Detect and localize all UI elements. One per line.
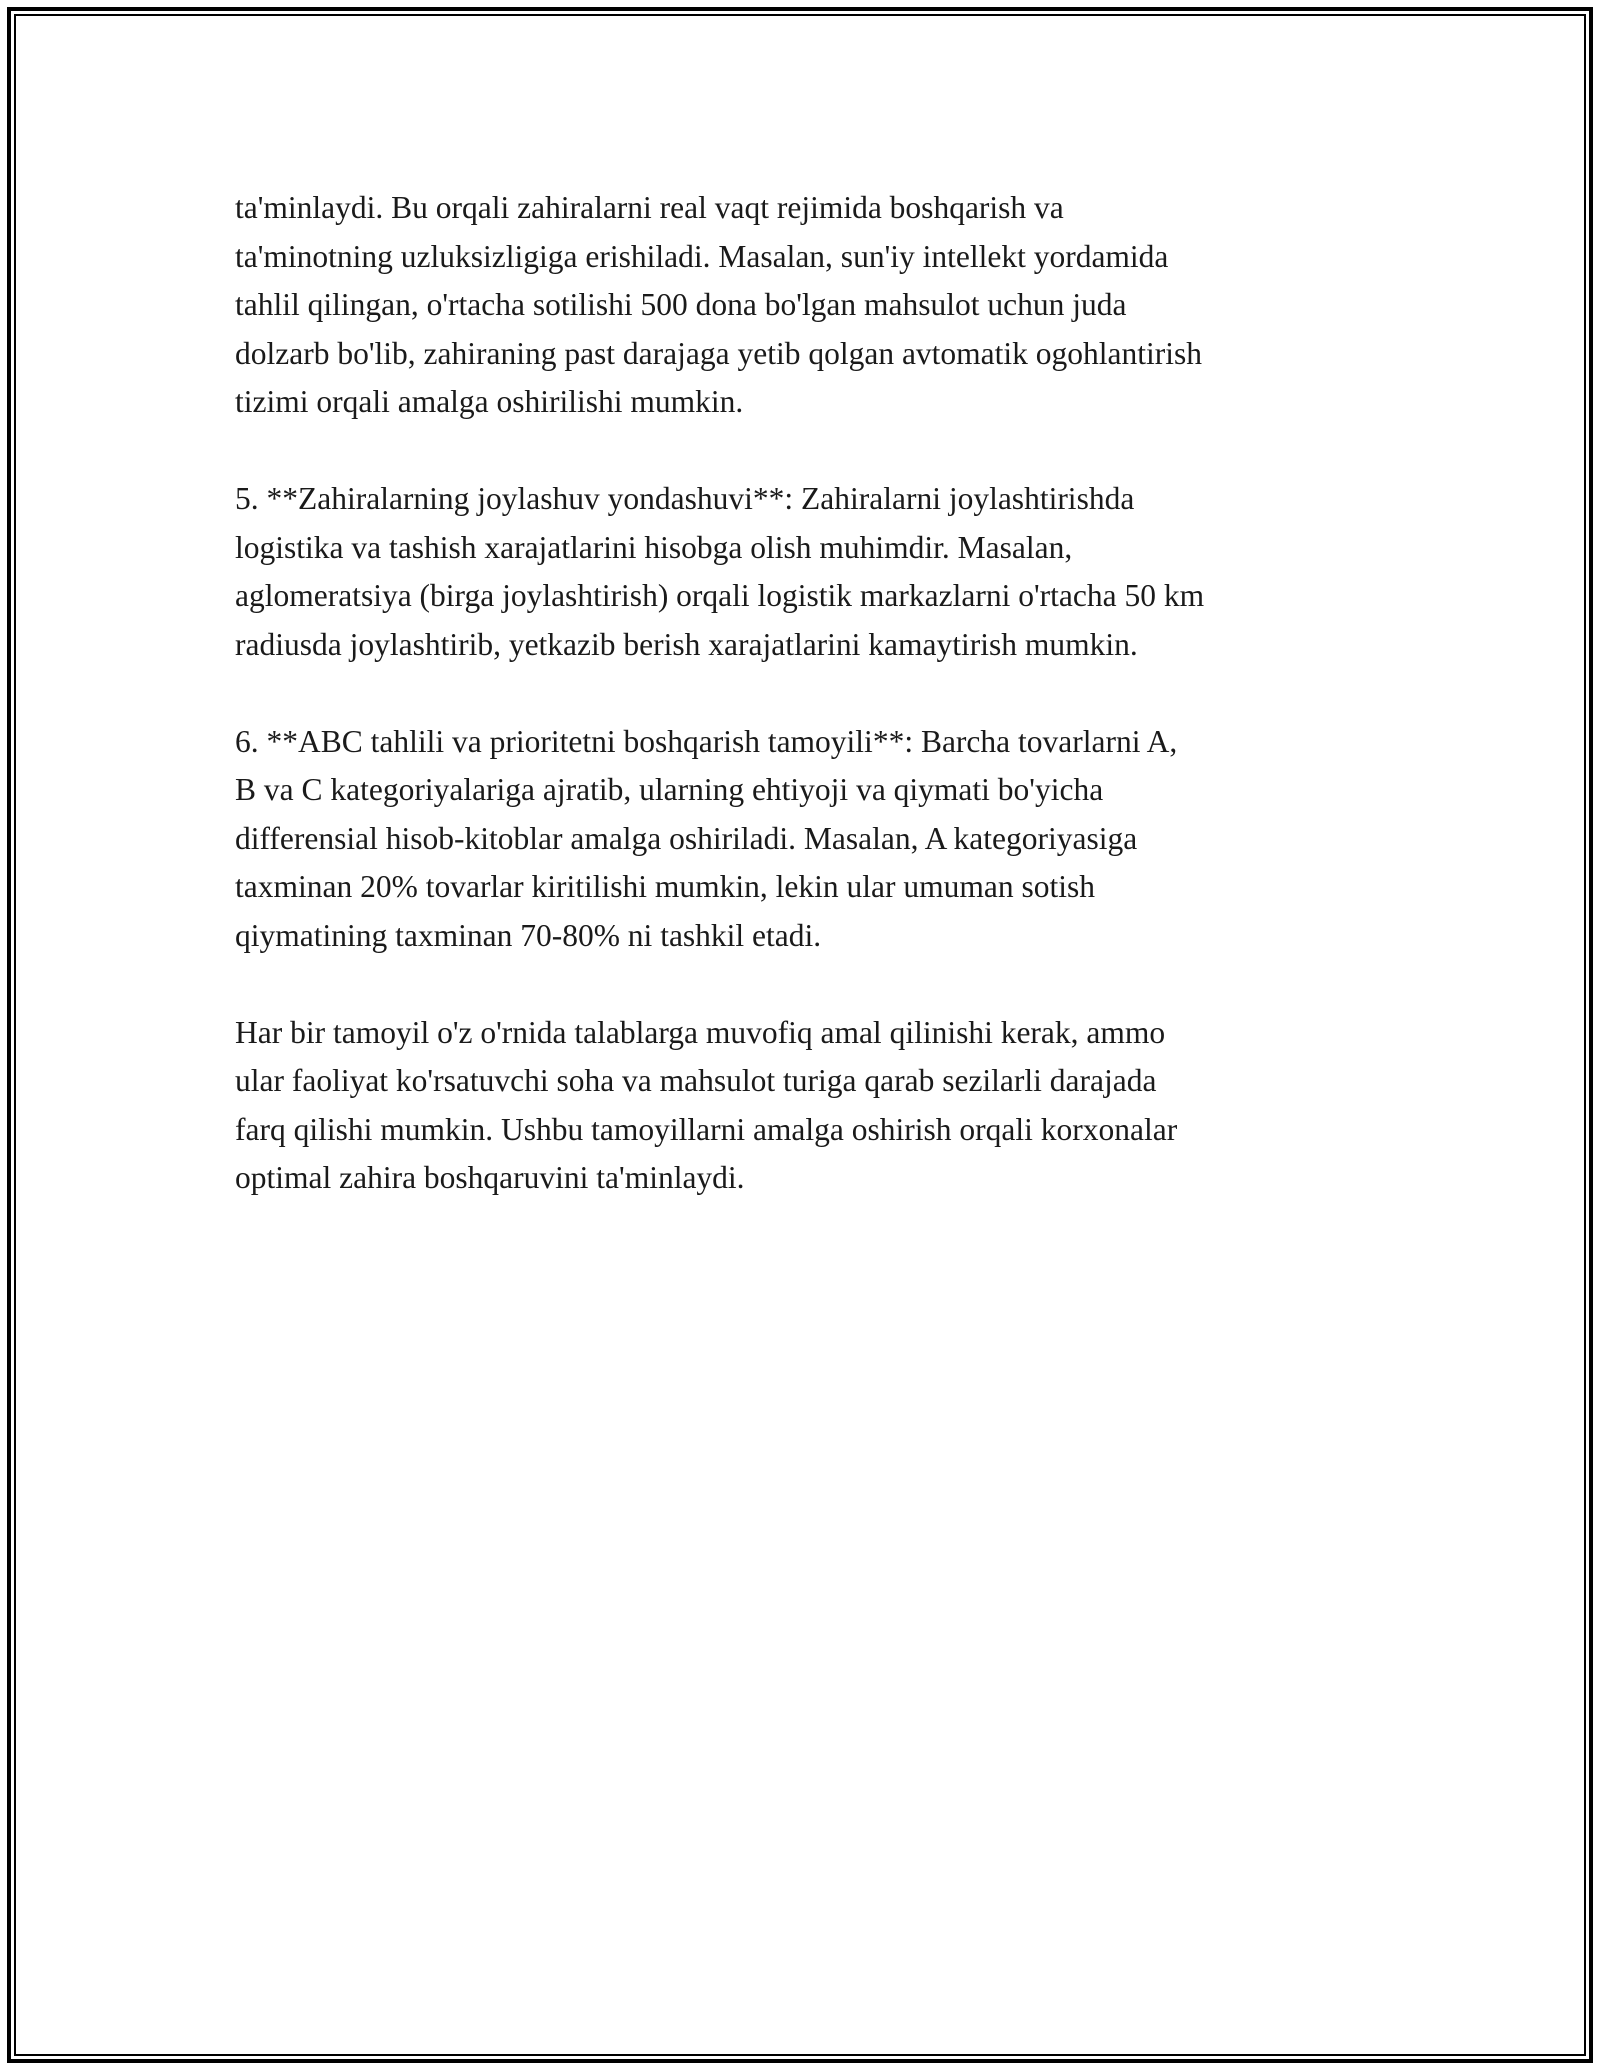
text-line: dolzarb bo'lib, zahiraning past darajaga yetib qolgan avtomatik ogohlantirish (235, 335, 1203, 371)
text-line: logistika va tashish xarajatlarini hisobga olish muhimdir. Masalan, (235, 529, 1073, 565)
paragraph-item-5 (235, 475, 1395, 669)
text-line: B va C kategoriyalariga ajratib, ularning ehtiyoji va qiymati bo'yicha (235, 772, 1104, 807)
text-line: ta'minotning uzluksizligiga erishiladi. Masalan, sun'iy intellekt yordamida (235, 238, 1169, 274)
text-line: optimal zahira boshqaruvini ta'minlaydi. (235, 1160, 745, 1195)
text-line: radiusda joylashtirib, yetkazib berish xarajatlarini kamaytirish mumkin. (235, 626, 1138, 662)
text-line: qiymatining taxminan 70-80% ni tashkil etadi. (235, 917, 822, 953)
text-line: 5. **Zahiralarning joylashuv yondashuvi**: Zahiralarni joylashtirishda (235, 481, 1135, 516)
text-line: 6. **ABC tahlili va prioritetni boshqarish tamoyili**: Barcha tovarlarni A, (235, 723, 1178, 759)
text-line: tizimi orqali amalga oshirilishi mumkin. (235, 384, 744, 419)
text-line: tahlil qilingan, o'rtacha sotilishi 500 dona bo'lgan mahsulot uchun juda (235, 287, 1127, 322)
text-line: Har bir tamoyil o'z o'rnida talablarga muvofiq amal qilinishi kerak, ammo (235, 1014, 1166, 1050)
text-line: taxminan 20% tovarlar kiritilishi mumkin, lekin ular umuman sotish (235, 869, 1096, 904)
paragraph-conclusion (235, 1009, 1395, 1203)
text-line: ular faoliyat ko'rsatuvchi soha va mahsulot turiga qarab sezilarli darajada (235, 1063, 1157, 1098)
paragraph-continuation (235, 184, 1395, 427)
text-line: ta'minlaydi. Bu orqali zahiralarni real vaqt rejimida boshqarish va (235, 190, 1064, 225)
text-line: differensial hisob-kitoblar amalga oshiriladi. Masalan, A kategoriyasiga (235, 820, 1138, 856)
text-line: aglomeratsiya (birga joylashtirish) orqali logistik markazlarni o'rtacha 50 km (235, 578, 1205, 613)
text-line: farq qilishi mumkin. Ushbu tamoyillarni amalga oshirish orqali korxonalar (235, 1111, 1178, 1147)
document-body (235, 184, 1395, 1251)
paragraph-item-6 (235, 718, 1395, 961)
